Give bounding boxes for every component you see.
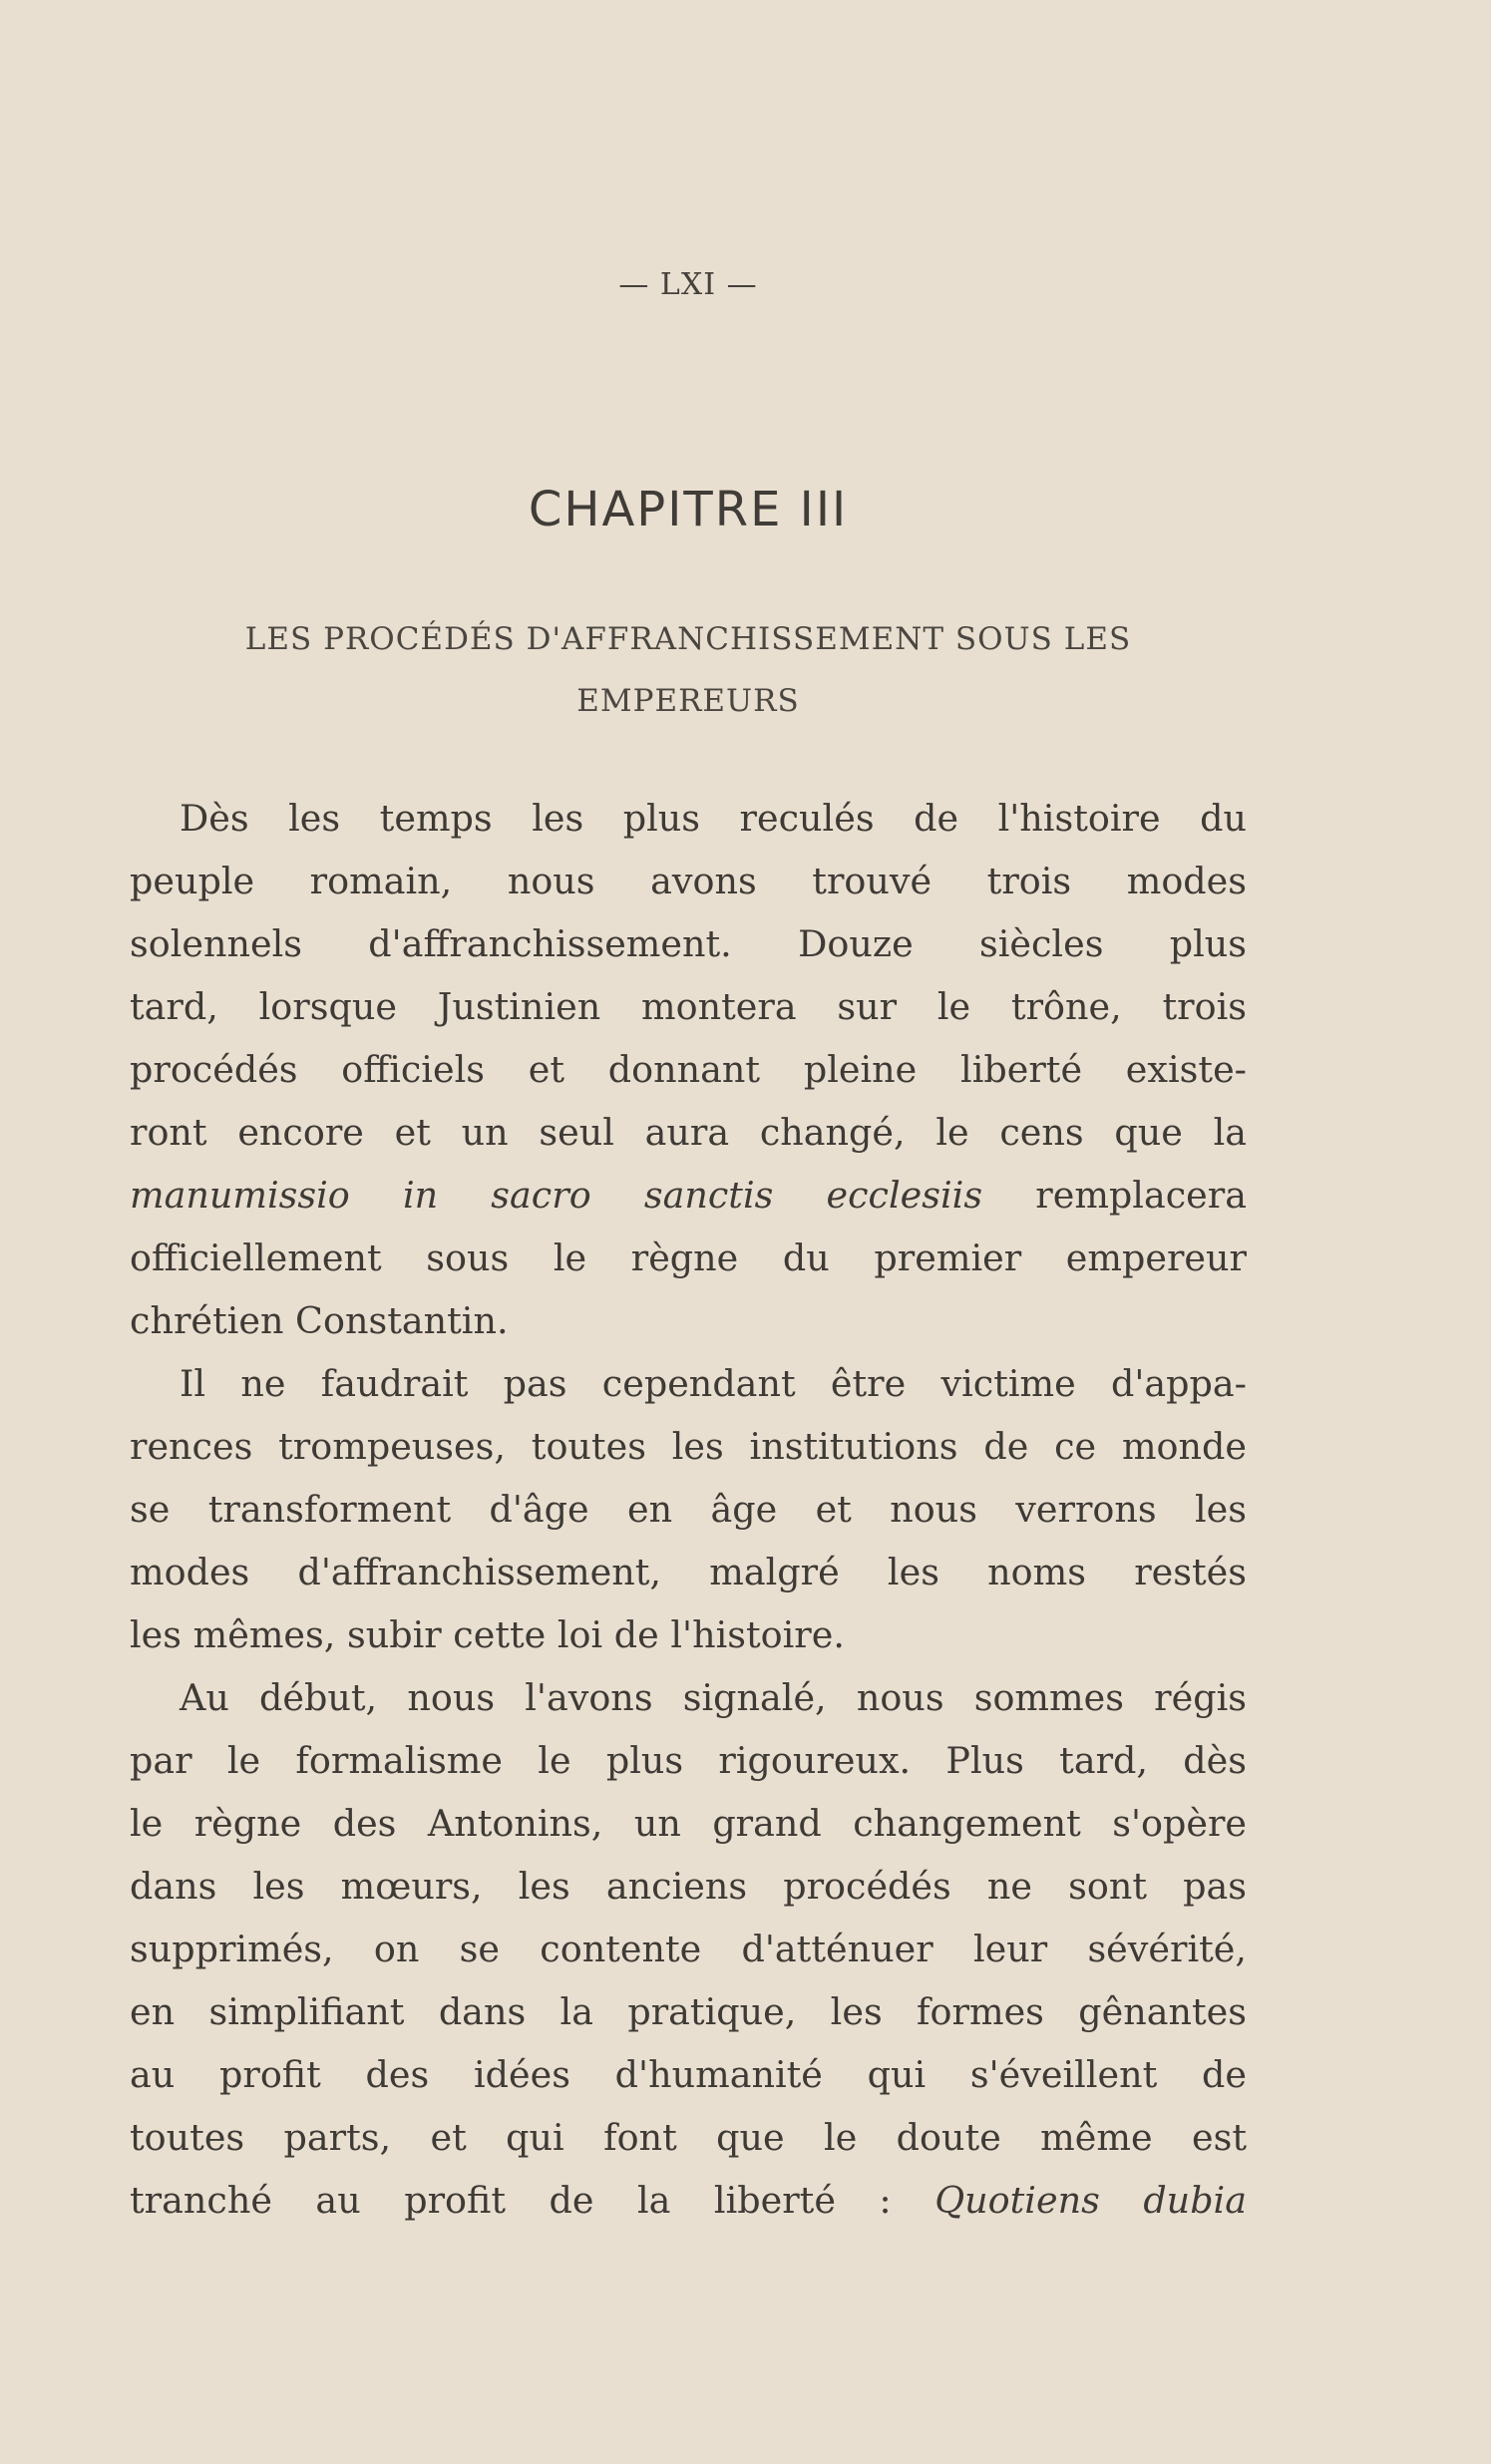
chapter-title: CHAPITRE III [528, 482, 849, 537]
text-line: Il ne faudrait pas cependant être victime d'appa- [180, 1362, 1247, 1405]
paragraph-2 [130, 1352, 1247, 1666]
text-fragment: tranché au profit de la liberté : [130, 2179, 935, 2222]
text-line: procédés officiels et donnant pleine liberté existe- [130, 1048, 1247, 1091]
paragraph-1 [130, 787, 1247, 1352]
text-line: dans les mœurs, les anciens procédés ne sont pas [130, 1865, 1247, 1908]
text-line: au profit des idées d'humanité qui s'éveillent de [130, 2053, 1247, 2096]
text-line: tard, lorsque Justinien montera sur le trône, trois [130, 985, 1247, 1028]
text-line: solennels d'affranchissement. Douze siècles plus [130, 922, 1247, 965]
text-line: ront encore et un seul aura changé, le cens que la [130, 1111, 1247, 1154]
text-line: peuple romain, nous avons trouvé trois modes [130, 860, 1247, 902]
text-fragment: remplacera [982, 1174, 1247, 1217]
text-line: se transforment d'âge en âge et nous verrons les [130, 1488, 1247, 1531]
page-number: — LXI — [618, 267, 758, 302]
latin-phrase: Quotiens dubia [934, 2179, 1247, 2222]
text-line: chrétien Constantin. [130, 1299, 509, 1342]
text-line: modes d'affranchissement, malgré les noms restés [130, 1551, 1247, 1593]
body-text [130, 787, 1247, 2232]
chapter-subtitle: LES PROCÉDÉS D'AFFRANCHISSEMENT SOUS LES EMPEREURS [244, 621, 1132, 719]
text-line [130, 2169, 1247, 2232]
text-line: en simplifiant dans la pratique, les formes gênantes [130, 1990, 1247, 2033]
text-line: Dès les temps les plus reculés de l'histoire du [180, 797, 1247, 840]
text-line: toutes parts, et qui font que le doute même est [130, 2116, 1247, 2159]
text-line: le règne des Antonins, un grand changement s'opère [130, 1802, 1247, 1845]
text-line [130, 1164, 1247, 1227]
text-line: officiellement sous le règne du premier empereur [130, 1236, 1247, 1279]
paragraph-3 [130, 1666, 1247, 2232]
text-line: Au début, nous l'avons signalé, nous sommes régis [180, 1676, 1247, 1719]
text-line: les mêmes, subir cette loi de l'histoire. [130, 1613, 845, 1656]
latin-phrase: manumissio in sacro sanctis ecclesiis [130, 1174, 983, 1217]
text-line: par le formalisme le plus rigoureux. Plus tard, dès [130, 1739, 1247, 1782]
text-line: rences trompeuses, toutes les institutions de ce monde [130, 1425, 1247, 1468]
text-line: supprimés, on se contente d'atténuer leur sévérité, [130, 1928, 1247, 1970]
